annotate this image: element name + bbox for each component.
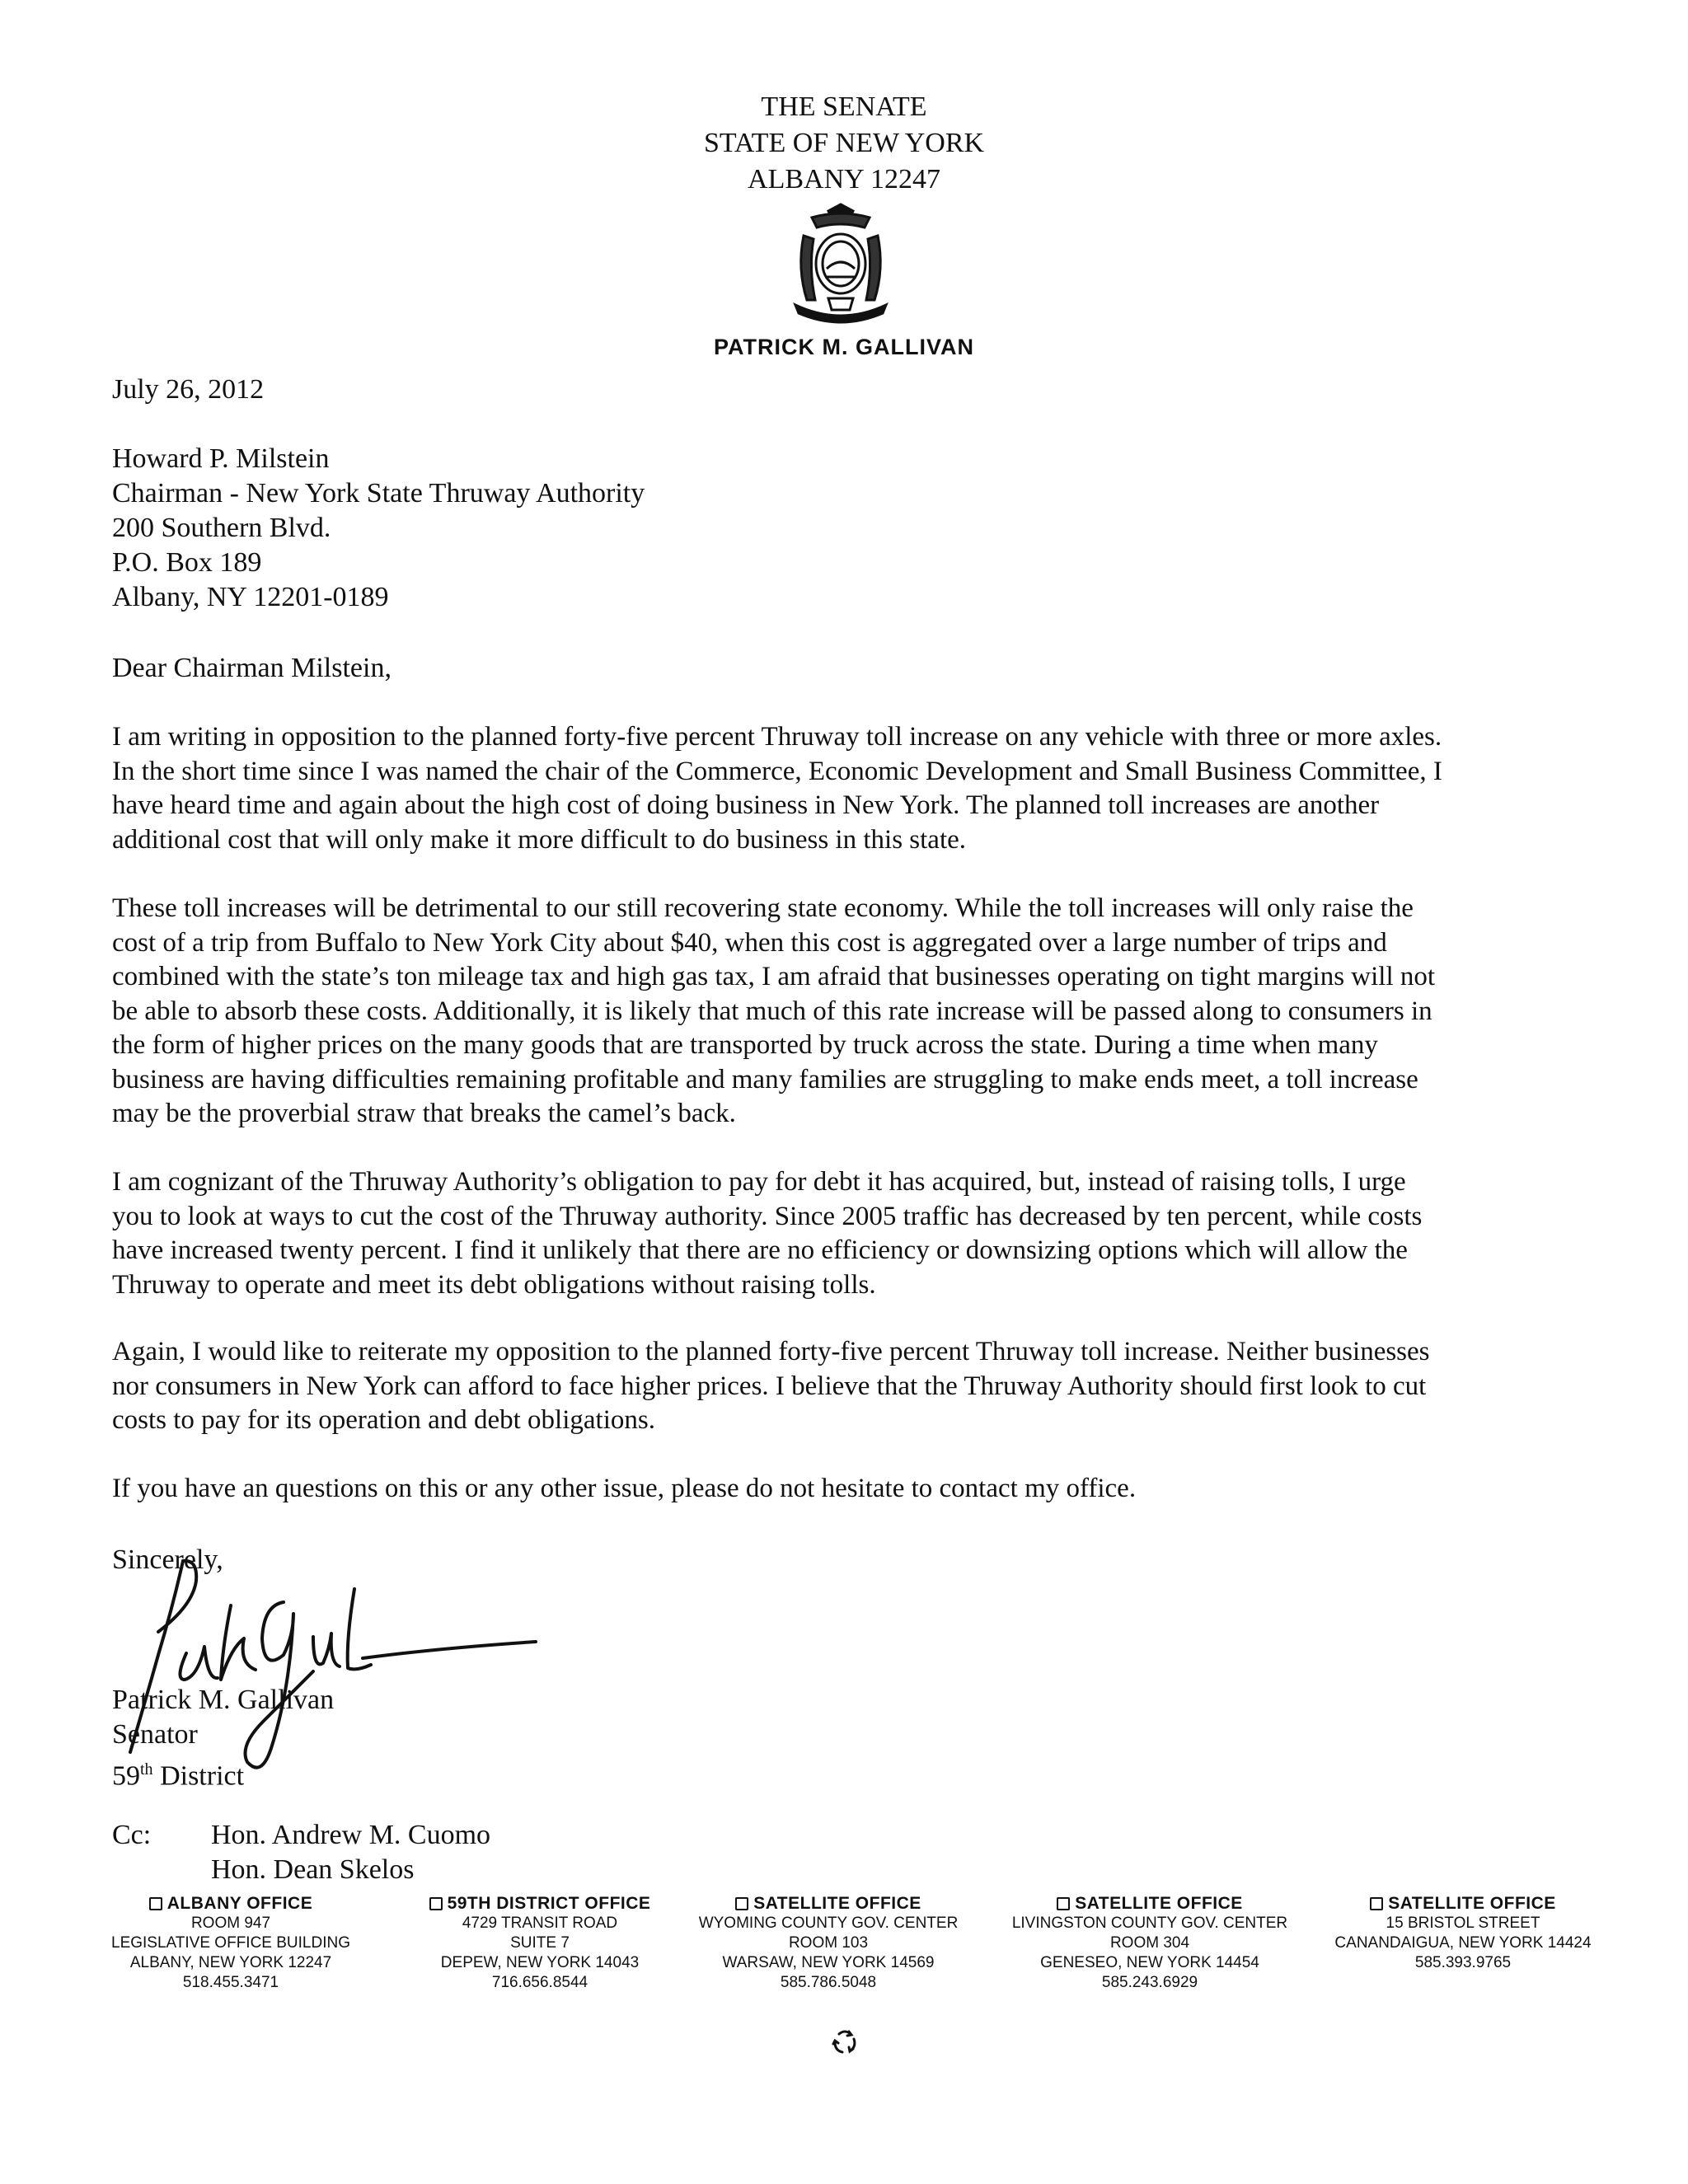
office-title: ALBANY OFFICE <box>166 1894 313 1913</box>
checkbox-square-icon <box>1370 1897 1383 1910</box>
checkbox-square-icon <box>735 1897 748 1910</box>
signer-title: Senator <box>112 1719 198 1750</box>
body-line: I am cognizant of the Thruway Authority’s obligation to pay for debt it has acquired, but, instead of raising tolls, I urge <box>112 1167 1406 1197</box>
body-paragraph-5 <box>112 1472 1596 1507</box>
footer-office-livingston <box>989 1894 1311 1993</box>
recycle-icon <box>831 2027 859 2055</box>
body-line: costs to pay for its operation and debt obligations. <box>112 1405 655 1435</box>
body-line: I am writing in opposition to the planned forty-five percent Thruway toll increase on any vehicle with three or more axles. <box>112 722 1442 752</box>
office-line: 518.455.3471 <box>182 1974 279 1991</box>
recipient-street: 200 Southern Blvd. <box>112 513 331 543</box>
cc-recipient: Hon. Dean Skelos <box>211 1854 415 1885</box>
body-line: the form of higher prices on the many goods that are transported by truck across the state. During a time when many <box>112 1030 1378 1060</box>
office-line: ALBANY, NEW YORK 12247 <box>129 1954 332 1971</box>
office-title: SATELLITE OFFICE <box>753 1894 921 1913</box>
office-line: WYOMING COUNTY GOV. CENTER <box>698 1915 959 1932</box>
checkbox-square-icon <box>149 1897 162 1910</box>
body-line: These toll increases will be detrimental to our still recovering state economy. While the toll increases will only raise the <box>112 893 1414 923</box>
footer-office-canandaigua <box>1311 1894 1615 1973</box>
body-line: In the short time since I was named the chair of the Commerce, Economic Development and Small Business Committee, I <box>112 756 1442 786</box>
district-number: 59 <box>112 1760 140 1792</box>
letterhead-state: STATE OF NEW YORK <box>703 128 985 158</box>
office-line: ROOM 103 <box>788 1934 869 1952</box>
footer-office-albany <box>91 1894 371 1993</box>
recipient-pobox: P.O. Box 189 <box>112 547 262 578</box>
body-line: additional cost that will only make it more difficult to do business in this state. <box>112 824 967 855</box>
body-line: be able to absorb these costs. Additionally, it is likely that much of this rate increase will be passed along to consumers in <box>112 996 1432 1026</box>
body-line: business are having difficulties remaining profitable and many families are struggling to make ends meet, a toll increase <box>112 1064 1418 1094</box>
letter-date: July 26, 2012 <box>112 374 265 405</box>
checkbox-square-icon <box>1057 1897 1070 1910</box>
office-title: SATELLITE OFFICE <box>1075 1894 1243 1913</box>
footer-office-wyoming <box>676 1894 981 1993</box>
checkbox-square-icon <box>429 1897 443 1910</box>
office-line: WARSAW, NEW YORK 14569 <box>722 1954 935 1971</box>
office-line: LIVINGSTON COUNTY GOV. CENTER <box>1011 1915 1288 1932</box>
body-line: Again, I would like to reiterate my opposition to the planned forty-five percent Thruway toll increase. Neither businesses <box>112 1337 1430 1366</box>
body-paragraph-3 <box>112 1165 1596 1302</box>
body-line: If you have an questions on this or any other issue, please do not hesitate to contact my office. <box>112 1474 1137 1503</box>
district-word: District <box>152 1760 245 1792</box>
signer-name: Patrick M. Gallivan <box>112 1685 335 1715</box>
cc-recipient: Hon. Andrew M. Cuomo <box>211 1820 491 1850</box>
new-york-state-seal-icon <box>779 203 903 325</box>
body-paragraph-2 <box>112 892 1596 1132</box>
office-title: SATELLITE OFFICE <box>1388 1894 1556 1913</box>
body-paragraph-1 <box>112 720 1596 857</box>
body-line: may be the proverbial straw that breaks the camel’s back. <box>112 1099 736 1128</box>
office-line: 4729 TRANSIT ROAD <box>462 1915 618 1932</box>
sender-name: PATRICK M. GALLIVAN <box>714 335 974 359</box>
body-line: you to look at ways to cut the cost of the Thruway authority. Since 2005 traffic has decreased by ten percent, while costs <box>112 1201 1423 1231</box>
office-line: 585.243.6929 <box>1101 1974 1198 1991</box>
office-line: 716.656.8544 <box>491 1974 588 1991</box>
body-paragraph-4 <box>112 1335 1596 1438</box>
body-line: cost of a trip from Buffalo to New York City about $40, when this cost is aggregated over a large number of trips and <box>112 927 1387 958</box>
salutation: Dear Chairman Milstein, <box>112 653 392 683</box>
recipient-title: Chairman - New York State Thruway Authority <box>112 478 645 509</box>
cc-label: Cc: <box>112 1820 152 1850</box>
office-line: 585.393.9765 <box>1414 1954 1512 1971</box>
body-line: combined with the state’s ton mileage tax and high gas tax, I am afraid that businesses operating on tight margins will not <box>112 962 1436 991</box>
office-line: CANANDAIGUA, NEW YORK 14424 <box>1334 1934 1592 1952</box>
office-line: LEGISLATIVE OFFICE BUILDING <box>111 1934 350 1952</box>
signer-district <box>112 1752 244 1793</box>
office-line: ROOM 304 <box>1109 1934 1190 1952</box>
office-line: 15 BRISTOL STREET <box>1386 1915 1540 1932</box>
office-line: ROOM 947 <box>190 1915 271 1932</box>
body-line: nor consumers in New York can afford to face higher prices. I believe that the Thruway Authority should first look to cut <box>112 1371 1427 1401</box>
footer-office-district <box>404 1894 676 1993</box>
district-suffix: th <box>140 1760 153 1779</box>
recipient-name: Howard P. Milstein <box>112 443 330 474</box>
office-line: 585.786.5048 <box>780 1974 877 1991</box>
recipient-city: Albany, NY 12201-0189 <box>112 582 389 612</box>
closing: Sincerely, <box>112 1544 223 1575</box>
body-line: have heard time and again about the high cost of doing business in New York. The planned toll increases are another <box>112 790 1380 820</box>
office-line: GENESEO, NEW YORK 14454 <box>1040 1954 1259 1971</box>
office-title: 59TH DISTRICT OFFICE <box>447 1894 651 1913</box>
body-line: have increased twenty percent. I find it unlikely that there are no efficiency or downsizing options which will allow the <box>112 1235 1408 1265</box>
letterhead-city: ALBANY 12247 <box>748 164 940 194</box>
office-line: SUITE 7 <box>510 1934 570 1952</box>
office-line: DEPEW, NEW YORK 14043 <box>440 1954 640 1971</box>
letterhead-senate: THE SENATE <box>761 91 927 122</box>
body-line: Thruway to operate and meet its debt obligations without raising tolls. <box>112 1269 876 1300</box>
